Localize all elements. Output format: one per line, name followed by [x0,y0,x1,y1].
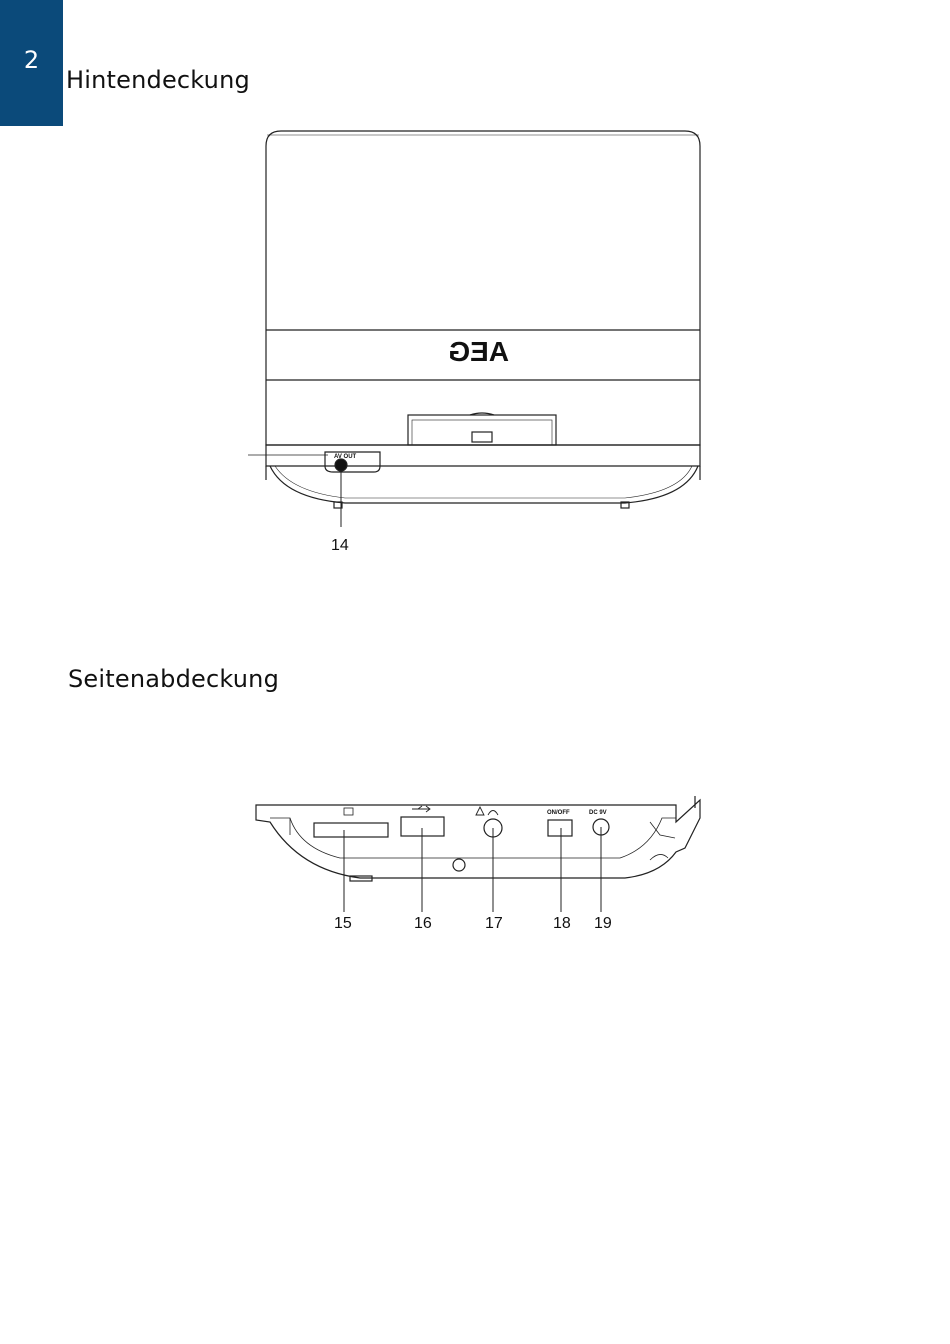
page-number: 2 [23,46,40,74]
callout-16: 16 [414,915,432,932]
rear-logo: AEG [448,336,509,367]
callout-17: 17 [485,915,503,932]
sd-card-slot [314,823,388,837]
sd-card-icon [344,808,353,815]
warning-icon [476,807,484,815]
callout-14: 14 [331,537,349,554]
usb-icon [412,806,430,812]
dc-in-label: DC 9V [589,810,607,816]
av-out-label: AV OUT [334,454,357,460]
callout-19: 19 [594,915,612,932]
headphone-icon [488,811,498,816]
on-off-switch [548,820,572,836]
callout-15: 15 [334,915,352,932]
on-off-label: ON/OFF [547,810,570,816]
callout-18: 18 [553,915,571,932]
section-heading-rear: Hintendeckung [66,66,250,94]
section-heading-side: Seitenabdeckung [68,665,280,693]
